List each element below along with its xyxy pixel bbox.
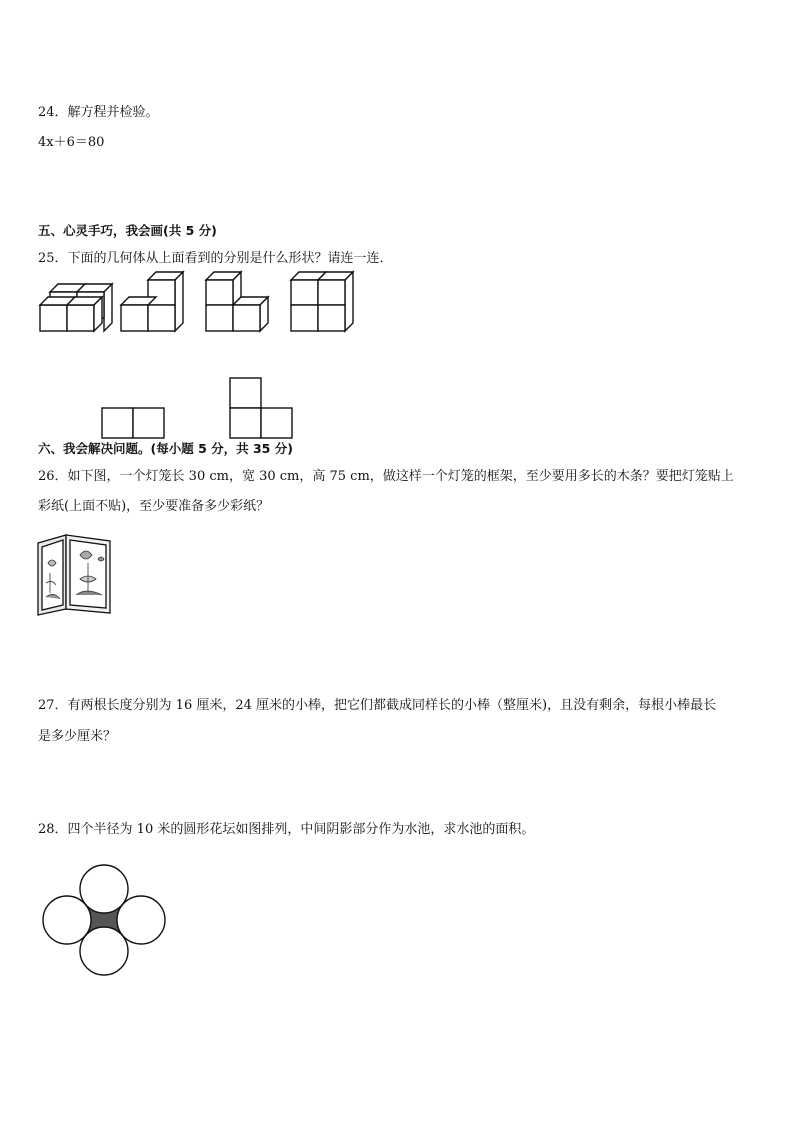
solid-1	[40, 284, 112, 331]
solid-2	[121, 272, 183, 331]
view-two-squares	[102, 408, 164, 438]
q25-text: 25．下面的几何体从上面看到的分别是什么形状？请连一连．	[38, 251, 393, 266]
q25-solids-figure	[36, 270, 366, 336]
circle-bottom	[80, 927, 128, 975]
q28-text: 28．四个半径为 10 米的圆形花坛如图排列，中间阴影部分作为水池，求水池的面积。	[38, 822, 535, 837]
q27-line1: 27．有两根长度分别为 16 厘米，24 厘米的小棒，把它们都截成同样长的小棒（整厘米)，且没有剩余，每根小棒最长	[38, 698, 717, 713]
q24-title: 24．解方程并检验。	[38, 105, 159, 120]
q24-equation: 4x＋6＝80	[38, 135, 105, 150]
section6-heading: 六、我会解决问题。(每小题 5 分，共 35 分)	[38, 441, 293, 456]
lantern-image	[36, 533, 114, 617]
solid-3	[206, 272, 268, 331]
section5-heading: 五、心灵手巧，我会画(共 5 分)	[38, 223, 217, 238]
q25-views-figure	[100, 376, 300, 440]
four-circles-figure	[40, 858, 168, 982]
q26-line1: 26．如下图，一个灯笼长 30 cm，宽 30 cm，高 75 cm，做这样一个灯笼的框架，至少要用多长的木条？要把灯笼贴上	[38, 469, 734, 484]
solid-4	[291, 272, 353, 331]
view-l-shape	[230, 378, 292, 438]
q27-line2: 是多少厘米？	[38, 729, 117, 744]
q26-line2: 彩纸(上面不贴)，至少要准备多少彩纸？	[38, 499, 270, 514]
